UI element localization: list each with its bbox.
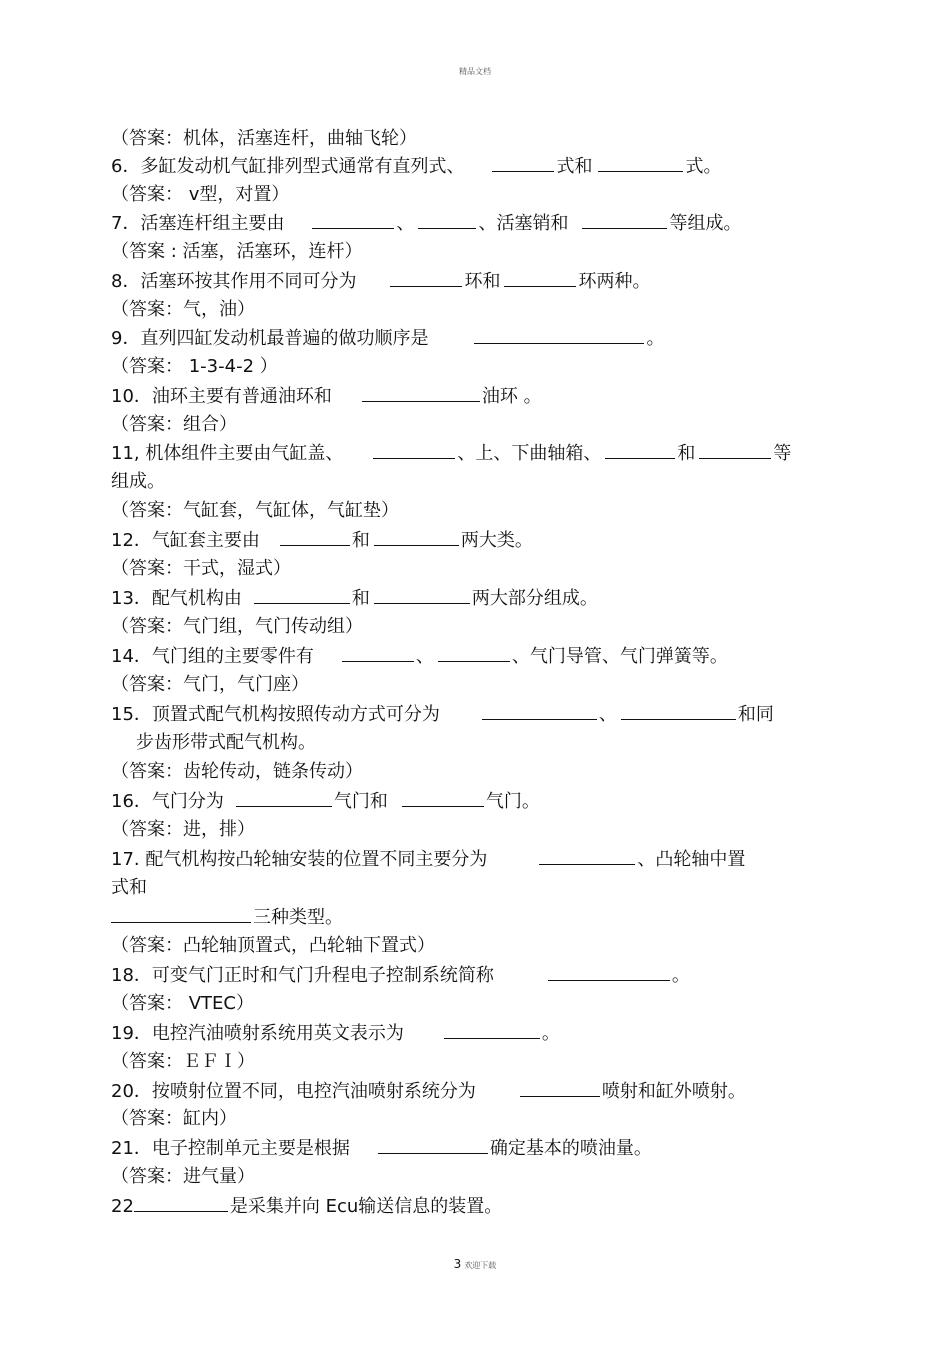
line-text: 两大部分组成。 [471, 588, 598, 609]
line-text: 12．气缸套主要由 [111, 530, 260, 551]
line-text: 是采集并向 Ecu输送信息的装置。 [229, 1196, 503, 1217]
line-text: （答案： 1-3-4-2 ） [111, 356, 278, 377]
line-text: （答案：进，排） [111, 819, 255, 840]
text-line [111, 500, 399, 522]
text-line [111, 674, 309, 696]
line-text: 两大类。 [460, 530, 533, 551]
line-text: 等 [773, 443, 792, 464]
answer-blank [492, 155, 554, 172]
answer-blank [402, 790, 484, 807]
text-line [111, 1108, 237, 1130]
answer-blank [621, 703, 736, 720]
text-line [111, 1051, 255, 1073]
line-text: 、气门导管、气门弹簧等。 [511, 646, 728, 667]
answer-blank [474, 327, 644, 344]
line-text: 16．气门分为 [111, 791, 224, 812]
answer-blank [236, 790, 332, 807]
text-line [111, 558, 291, 580]
text-line [111, 270, 650, 293]
line-text: 8．活塞环按其作用不同可分为 [111, 271, 357, 292]
text-line [111, 414, 237, 436]
text-line [111, 790, 540, 813]
text-line [111, 587, 598, 610]
line-text: （答案： v型，对置） [111, 184, 290, 205]
line-text: 9．直列四缸发动机最普遍的做功顺序是 [111, 328, 429, 349]
text-line [111, 327, 664, 350]
line-text: 。 [541, 1023, 560, 1044]
text-line [111, 935, 435, 957]
text-line [111, 212, 741, 235]
text-line [111, 848, 745, 871]
answer-blank [582, 212, 667, 229]
answer-blank [373, 442, 455, 459]
text-line [111, 442, 791, 465]
text-line [111, 819, 255, 841]
text-line [111, 529, 533, 552]
text-line [111, 385, 542, 408]
answer-blank [312, 212, 394, 229]
answer-blank [539, 848, 635, 865]
line-text: 15．顶置式配气机构按照传动方式可分为 [111, 704, 440, 725]
text-line [111, 1137, 652, 1160]
line-text: 20．按喷射位置不同，电控汽油喷射系统分为 [111, 1081, 476, 1102]
line-text: 、 [396, 213, 415, 234]
line-text: 6．多缸发动机气缸排列型式通常有直列式、 [111, 156, 465, 177]
text-line [111, 1195, 502, 1218]
line-text: 气门和 [333, 791, 388, 812]
text-line [111, 128, 417, 150]
line-text: 步齿形带式配气机构。 [136, 732, 316, 753]
text-line [111, 241, 363, 263]
text-line [111, 993, 254, 1015]
text-line [111, 906, 343, 929]
line-text: （答案：气门组，气门传动组） [111, 616, 363, 637]
line-text: 13．配气机构由 [111, 588, 242, 609]
footer-text: 欢迎下载 [464, 1261, 497, 1270]
text-line [111, 877, 147, 899]
line-text: 三种类型。 [253, 907, 343, 928]
line-text: （答案：干式，湿式） [111, 558, 291, 579]
line-text: （答案：气缸套，气缸体，气缸垫） [111, 500, 399, 521]
text-line [111, 299, 255, 321]
line-text: （答案：组合） [111, 414, 237, 435]
line-text: （答案：气门，气门座） [111, 674, 309, 695]
line-text: 。 [671, 965, 690, 986]
line-text: 组成。 [111, 471, 165, 492]
page-header: 精品文档 [459, 67, 491, 76]
answer-blank [520, 1080, 600, 1097]
line-text: 等组成。 [669, 213, 742, 234]
line-text: 11, 机体组件主要由气缸盖、 [111, 443, 344, 464]
text-line [111, 1022, 560, 1045]
line-text: 、凸轮轴中置 [637, 849, 746, 870]
line-text: 7．活塞连杆组主要由 [111, 213, 285, 234]
line-text: 、 [598, 704, 617, 725]
line-text: 17. 配气机构按凸轮轴安装的位置不同主要分为 [111, 849, 488, 870]
line-text: （答案：气，油） [111, 299, 255, 320]
line-text: 18．可变气门正时和气门升程电子控制系统简称 [111, 965, 494, 986]
line-text: （答案：ＥＦＩ） [111, 1051, 255, 1072]
line-text: 。 [646, 328, 665, 349]
answer-blank [280, 529, 350, 546]
answer-blank [374, 587, 470, 604]
answer-blank [362, 385, 480, 402]
answer-blank [482, 703, 597, 720]
answer-blank [605, 442, 675, 459]
text-line [136, 732, 316, 754]
line-text: （答案：进气量） [111, 1166, 255, 1187]
text-line [111, 645, 728, 668]
line-text: 19．电控汽油喷射系统用英文表示为 [111, 1023, 404, 1044]
line-text: 和 [677, 443, 696, 464]
line-text: （答案：齿轮传动，链条传动） [111, 761, 363, 782]
text-line [111, 471, 165, 493]
answer-blank [598, 155, 683, 172]
answer-blank [134, 1195, 228, 1212]
answer-blank [438, 645, 510, 662]
text-line [111, 703, 774, 726]
line-text: 环和 [464, 271, 501, 292]
answer-blank [699, 442, 771, 459]
line-text: 、 [415, 646, 434, 667]
line-text: （答案：凸轮轴顶置式，凸轮轴下置式） [111, 935, 435, 956]
answer-blank [374, 529, 459, 546]
line-text: （答案：缸内） [111, 1108, 237, 1129]
text-line [111, 155, 721, 178]
text-line [111, 184, 289, 206]
answer-blank [342, 645, 414, 662]
line-text: 环两种。 [578, 271, 651, 292]
answer-blank [390, 270, 462, 287]
line-text: （答案：机体，活塞连杆，曲轴飞轮） [111, 128, 417, 149]
text-line [111, 964, 690, 987]
text-line [111, 761, 363, 783]
line-text: （答案 : 活塞，活塞环，连杆） [111, 241, 363, 262]
line-text: 14．气门组的主要零件有 [111, 646, 314, 667]
text-line [111, 616, 363, 638]
answer-blank [254, 587, 350, 604]
line-text: 式。 [685, 156, 722, 177]
answer-blank [111, 906, 251, 923]
answer-blank [418, 212, 476, 229]
line-text: 、活塞销和 [478, 213, 569, 234]
line-text: （答案： VTEC） [111, 993, 254, 1014]
line-text: 和同 [737, 704, 774, 725]
line-text: 21．电子控制单元主要是根据 [111, 1138, 350, 1159]
answer-blank [444, 1022, 540, 1039]
line-text: 式和 [556, 156, 593, 177]
line-text: 10．油环主要有普通油环和 [111, 386, 332, 407]
text-line [111, 1166, 255, 1188]
page-number: 3 [453, 1257, 462, 1271]
line-text: 22 [111, 1196, 134, 1217]
text-line [111, 1080, 746, 1103]
answer-blank [548, 964, 670, 981]
line-text: 油环 。 [481, 386, 542, 407]
answer-blank [378, 1137, 488, 1154]
line-text: 喷射和缸外喷射。 [601, 1081, 746, 1102]
line-text: 确定基本的喷油量。 [489, 1138, 652, 1159]
answer-blank [504, 270, 576, 287]
line-text: 、上、下曲轴箱、 [457, 443, 602, 464]
line-text: 和 [351, 588, 370, 609]
line-text: 气门。 [485, 791, 540, 812]
line-text: 式和 [111, 877, 147, 898]
page-footer [0, 1257, 950, 1271]
line-text: 和 [351, 530, 370, 551]
text-line [111, 356, 278, 378]
